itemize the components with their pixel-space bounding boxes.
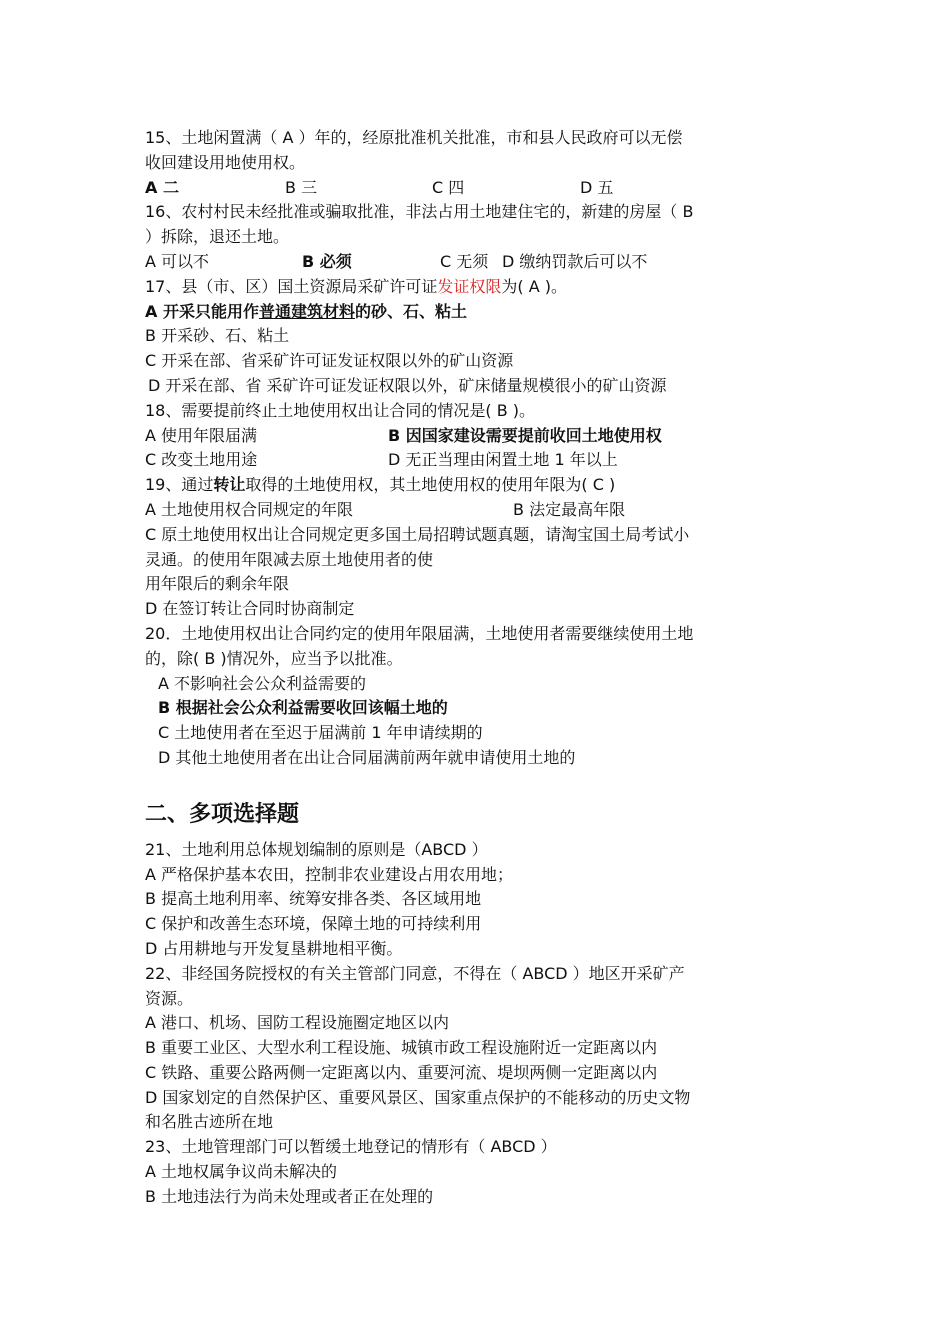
option-b: B 根据社会公众利益需要收回该幅土地的	[158, 698, 448, 718]
question-19-options-ab	[145, 498, 805, 523]
option-a: A 土地权属争议尚未解决的	[145, 1162, 338, 1182]
option-a: A 可以不	[145, 251, 210, 271]
option-c-cont: 用年限后的剩余年限	[145, 574, 290, 594]
option-b: B 因国家建设需要提前收回土地使用权	[388, 425, 662, 445]
option-c: C 开采在部、省采矿许可证发证权限以外的矿山资源	[145, 351, 514, 371]
option-d: D 在签订转让合同时协商制定	[145, 599, 355, 619]
section-heading: 二、多项选择题	[145, 801, 300, 827]
option-b: B 必须	[302, 251, 352, 271]
option-a: A 不影响社会公众利益需要的	[158, 673, 367, 693]
question-15-stem-cont: 收回建设用地使用权。	[145, 152, 306, 172]
option-b: B 提高土地利用率、统筹安排各类、各区域用地	[145, 889, 482, 909]
option-a: A 使用年限届满	[145, 425, 258, 445]
option-c: C 土地使用者在至迟于届满前 1 年申请续期的	[158, 723, 483, 743]
question-18-options-cd	[145, 448, 805, 473]
option-d: D 五	[580, 177, 614, 197]
question-15-stem: 15、土地闲置满（ A ）年的，经原批准机关批准，市和县人民政府可以无偿	[145, 128, 683, 147]
question-23-stem: 23、土地管理部门可以暂缓土地登记的情形有（ ABCD ）	[145, 1137, 557, 1157]
question-20-stem-cont: 的，除( B )情况外，应当予以批准。	[145, 648, 403, 668]
question-21-stem: 21、土地利用总体规划编制的原则是（ABCD ）	[145, 839, 488, 859]
question-15-options	[145, 176, 805, 201]
option-d: D 缴纳罚款后可以不	[502, 251, 648, 271]
option-a: A 港口、机场、国防工程设施圈定地区以内	[145, 1013, 450, 1033]
question-16-options	[145, 250, 805, 275]
question-18-options-ab	[145, 424, 805, 449]
question-20-stem: 20．土地使用权出让合同约定的使用年限届满，土地使用者需要继续使用土地	[145, 623, 694, 643]
option-c: C 保护和改善生态环境，保障土地的可持续利用	[145, 914, 482, 934]
highlighted-term: 发证权限	[437, 276, 502, 296]
option-b: B 重要工业区、大型水利工程设施、城镇市政工程设施附近一定距离以内	[145, 1038, 658, 1058]
option-d: D 开采在部、省 采矿许可证发证权限以外，矿床储量规模很小的矿山资源	[148, 375, 667, 395]
question-16-stem: 16、农村村民未经批准或骗取批准，非法占用土地建住宅的，新建的房屋（ B	[145, 202, 694, 222]
option-b: B 法定最高年限	[513, 499, 626, 519]
question-16-stem-cont: ）拆除，退还土地。	[145, 227, 290, 247]
option-d: D 无正当理由闲置土地 1 年以上	[388, 450, 618, 470]
question-19-stem: 19、通过转让取得的土地使用权，其土地使用权的使用年限为( C )	[145, 475, 616, 495]
bold-term: 转让	[213, 475, 246, 495]
option-b: B 开采砂、石、粘土	[145, 326, 290, 346]
option-d: D 其他土地使用者在出让合同届满前两年就申请使用土地的	[158, 747, 576, 767]
option-c: C 铁路、重要公路两侧一定距离以内、重要河流、堤坝两侧一定距离以内	[145, 1062, 658, 1082]
question-22-stem: 22、非经国务院授权的有关主管部门同意，不得在（ ABCD ）地区开采矿产	[145, 963, 685, 983]
question-17-stem: 17、县（市、区）国土资源局采矿许可证发证权限为( A )。	[145, 276, 567, 296]
option-a: A 开采只能用作普通建筑材料的砂、石、粘土	[145, 301, 467, 321]
option-c-cont: 灵通。的使用年限减去原土地使用者的使	[145, 549, 434, 569]
option-d: D 占用耕地与开发复垦耕地相平衡。	[145, 938, 403, 958]
option-b: B 土地违法行为尚未处理或者正在处理的	[145, 1186, 434, 1206]
option-c: C 无须	[440, 251, 489, 271]
option-a: A 二	[145, 177, 179, 197]
option-b: B 三	[285, 177, 318, 197]
question-18-stem: 18、需要提前终止土地使用权出让合同的情况是( B )。	[145, 400, 535, 420]
option-c: C 四	[432, 177, 465, 197]
option-c: C 原土地使用权出让合同规定更多国土局招聘试题真题，请淘宝国土局考试小	[145, 524, 690, 544]
document-page	[145, 126, 805, 1210]
question-22-stem-cont: 资源。	[145, 988, 194, 1008]
option-d: D 国家划定的自然保护区、重要风景区、国家重点保护的不能移动的历史文物	[145, 1087, 691, 1107]
option-c: C 改变土地用途	[145, 450, 258, 470]
option-a: A 土地使用权合同规定的年限	[145, 499, 354, 519]
underlined-term: 普通建筑材料	[258, 301, 355, 321]
option-a: A 严格保护基本农田，控制非农业建设占用农用地；	[145, 864, 514, 884]
option-d-cont: 和名胜古迹所在地	[145, 1112, 274, 1132]
